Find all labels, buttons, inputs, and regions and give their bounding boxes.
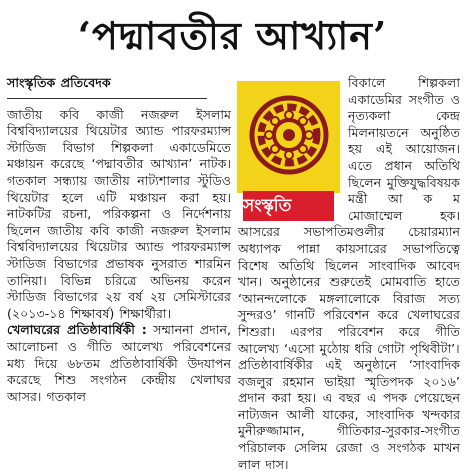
left-paragraph-2-body: সম্মাননা প্রদান, আলোচনা ও গীতি আলেখ্য পরিবেশনের মধ্য দিয়ে ৬৮তম প্রতিষ্ঠাবার্ষিকী উদযাপন করেছে শিশু সংগঠন কেন্দ্রীয় খেলাঘর আসর। গতকাল bbox=[7, 322, 231, 404]
culture-logo-label: সংস্কৃতি bbox=[243, 191, 334, 221]
left-paragraph-1: জাতীয় কবি কাজী নজরুল ইসলাম বিশ্ববিদ্যালয়ের থিয়েটার অ্যান্ড পারফরম্যান্স স্টাডিজ বিভাগ শিল্পকলা একাডেমিতে মঞ্চায়ন করেছে ‘পদ্মাবতীর আখ্যান’ নাটক। গতকাল সন্ধ্যায় জাতীয় নাট্যশালার স্টুডিও থিয়েটার হলে এটি মঞ্চায়ন করা হয়। নাটকটির রচনা, পরিকল্পনা ও নির্দেশনায় ছিলেন জাতীয় কবি কাজী নজরুল ইসলাম বিশ্ববিদ্যালয়ের থিয়েটার অ্যান্ড পারফরম্যান্স স্টাডিজ বিভাগের প্রভাষক নুসরাত শারমিন তানিয়া। বিভিন্ন চরিত্রে অভিনয় করেন স্টাডিজ বিভাগের ২য় বর্ষ ২য় সেমিস্টারের (২০১৩-১৪ শিক্ষাবর্ষ) শিক্ষার্থীরা। bbox=[7, 106, 231, 321]
section-rule bbox=[7, 98, 207, 99]
section-label: সাংস্কৃতিক প্রতিবেদক bbox=[7, 75, 111, 90]
right-column bbox=[238, 75, 460, 473]
culture-logo-box bbox=[237, 75, 340, 215]
right-paragraph-2: প্রতিষ্ঠাবার্ষিকীর এই অনুষ্ঠানে ‘সাংবাদিক বজলুর রহমান ভাইয়া স্মৃতিপদক ২০১৬’ প্রদান করা হয়। এ বছর এ পদক পেয়েছেন নাট্যজন আলী যাকের, সাংবাদিক খন্দকার মুনীরুজ্জামান, গীতিকার-সুরকার-সংগীত পরিচালক সেলিম রেজা ও সংগঠক মাখন লাল দাস। bbox=[238, 357, 460, 472]
article-headline: ‘পদ্মাবতীর আখ্যান’ bbox=[77, 13, 388, 58]
left-paragraph-2 bbox=[7, 322, 231, 405]
right-paragraph-1-body: বিকালে শিল্পকলা একাডেমির সংগীত ও নৃত্যকলা কেন্দ্র মিলনায়তনে অনুষ্ঠিত হয় এই আয়োজন। এতে প্রধান অতিথি ছিলেন মুক্তিযুদ্ধবিষয়ক মন্ত্রী আ ক ম মোজাম্মেল হক। আসরের সভাপতিমণ্ডলীর চেয়ারম্যান অধ্যাপক পান্না কায়সারের সভাপতিত্বে বিশেষ অতিথি ছিলেন সাংবাদিক আবেদ খান। অনুষ্ঠানের শুরুতেই মোমবাতি হাতে ‘আনন্দলোকে মঙ্গলালোকে বিরাজ সত্য সুন্দরও’ গানটি পরিবেশন করে খেলাঘরের শিশুরা। এরপর পরিবেশন করে গীতি আলেখ্য ‘এসো মুঠোয় ধরি গোটা পৃথিবীটা’। bbox=[238, 75, 460, 356]
left-column bbox=[7, 75, 231, 405]
culture-mandala-icon bbox=[249, 92, 329, 178]
logo-panel bbox=[237, 81, 340, 193]
right-paragraph-1 bbox=[238, 75, 460, 357]
event-subhead: খেলাঘরের প্রতিষ্ঠাবার্ষিকী : bbox=[7, 322, 147, 338]
